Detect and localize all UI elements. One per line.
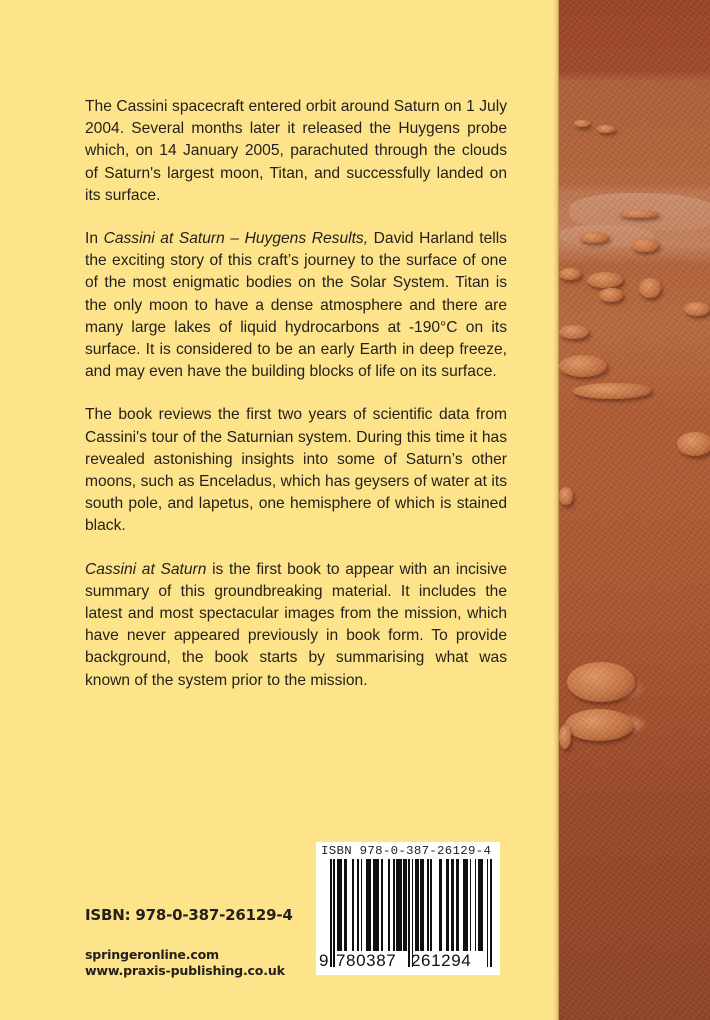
blurb-text-segment: The Cassini spacecraft entered orbit around Saturn on 1 July 2004. Several months later it released the Huygens probe which, on 14 January 2005, parachuted through the clouds of Saturn's largest moon, Titan, and successfully landed on its surface.: [85, 98, 507, 204]
publisher-websites: [85, 947, 285, 979]
barcode-bar: [373, 859, 380, 951]
blurb-text: [85, 96, 507, 713]
blurb-text-segment: The book reviews the first two years of scientific data from Cassini's tour of the Saturnian system. During this time it has revealed astonishing insights into some of Saturn’s other moons, such as Enceladus, which has geysers of water at its south pole, and lapetus, one hemisphere of which is stained black.: [85, 406, 507, 535]
blurb-paragraph: [85, 96, 507, 207]
barcode-left-digits: 780387: [336, 951, 397, 970]
barcode-isbn-text: ISBN 978-0-387-26129-4: [321, 844, 492, 858]
book-title-italic: Cassini at Saturn – Huygens Results,: [103, 230, 369, 248]
barcode-space: [432, 859, 439, 951]
barcode-bar: [490, 859, 492, 967]
barcode-lead-digit: 9: [319, 951, 329, 970]
isbn-barcode: [316, 842, 500, 975]
isbn-label: ISBN: 978-0-387-26129-4: [85, 906, 293, 924]
surface-texture: [559, 0, 710, 1020]
blurb-text-segment: David Harland tells the exciting story of this craft’s journey to the surface of one of the most enigmatic bodies on the Solar System. Titan is the only moon to have a dense atmosphere and there are many large lakes of liquid hydrocarbons at -190°C on its surface. It is considered to be an early Earth in deep freeze, and may even have the building blocks of life on its surface.: [85, 230, 507, 381]
titan-surface-image: [559, 0, 710, 1020]
blurb-paragraph: [85, 404, 507, 537]
website-springer: springeronline.com: [85, 947, 219, 962]
website-praxis: www.praxis-publishing.co.uk: [85, 963, 285, 978]
blurb-paragraph: [85, 559, 507, 692]
barcode-right-digits: 261294: [411, 951, 472, 970]
blurb-text-segment: is the first book to appear with an incisive summary of this groundbreaking material. It includes the latest and most spectacular images from the mission, which have never appeared previously in book form. To provide background, the book starts by summarising what was known of the system prior to the mission.: [85, 560, 507, 689]
blurb-text-segment: In: [85, 230, 104, 248]
book-title-italic: Cassini at Saturn: [85, 560, 207, 578]
blurb-paragraph: [85, 228, 507, 383]
